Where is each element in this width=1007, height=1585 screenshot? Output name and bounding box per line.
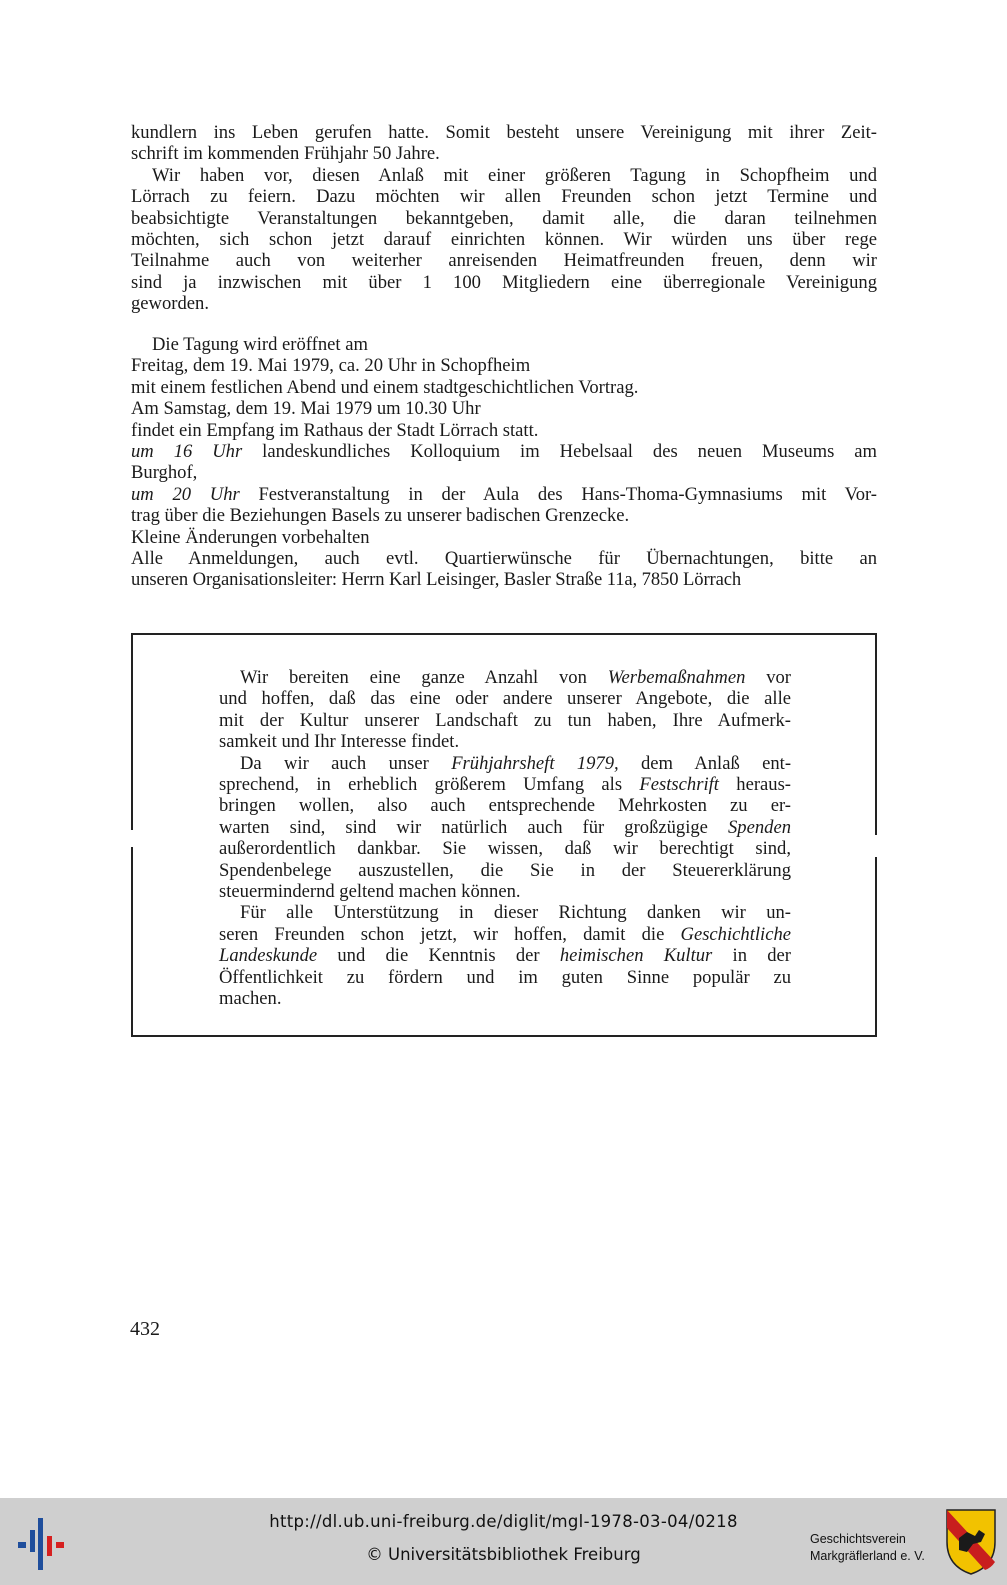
event-line: Burghof,: [131, 462, 198, 484]
box-text: [219, 667, 791, 1010]
event-line: findet ein Empfang im Rathaus der Stadt Lörrach statt.: [131, 419, 539, 441]
event-time: um 16 Uhr: [131, 441, 243, 463]
text-line: mit der Kultur unserer Landschaft zu tun haben, Ihre Aufmerk-: [219, 709, 791, 731]
event-intro: Die Tagung wird eröffnet am: [152, 334, 368, 355]
copyright-notice: © Universitätsbibliothek Freiburg: [366, 1545, 641, 1564]
text-segment: dem Anlaß ent-: [618, 752, 792, 774]
emphasis: Spenden: [728, 816, 791, 838]
event-description: landeskundliches Kolloquium im Hebelsaal des neuen Museums am: [242, 441, 878, 463]
text-line: geworden.: [131, 293, 209, 315]
text-segment: und die Kenntnis der: [317, 945, 560, 967]
paragraph-advertising: [219, 667, 791, 753]
text-line: kundlern ins Leben gerufen hatte. Somit besteht unsere Vereinigung mit ihrer Zeit-: [131, 122, 877, 143]
text-line: Spendenbelege auszustellen, die Sie in der Steuererklärung: [219, 859, 791, 881]
text-line: Für alle Unterstützung in dieser Richtung danken wir un-: [240, 902, 791, 924]
event-line: trag über die Beziehungen Basels zu unserer badischen Grenzecke.: [131, 505, 630, 527]
text-line: bringen wollen, also auch entsprechende Mehrkosten zu er-: [219, 795, 791, 817]
box-border-right: [875, 857, 877, 1037]
text-line: Lörrach zu feiern. Dazu möchten wir allen Freunden schon jetzt Termine und: [131, 186, 877, 208]
text-line: [219, 774, 791, 795]
text-segment: Wir bereiten eine ganze Anzahl von: [240, 667, 608, 688]
paragraph-celebration: [131, 165, 877, 315]
event-description: Festveranstaltung in der Aula des Hans-Thoma-Gymnasiums mit Vor-: [239, 483, 878, 505]
emphasis: Festschrift: [639, 774, 719, 796]
society-name: [810, 1531, 925, 1565]
society-line: Geschichtsverein: [810, 1532, 906, 1546]
emphasis: Landeskunde: [219, 945, 318, 967]
paragraph-donations: [219, 753, 791, 903]
text-line: [219, 924, 791, 945]
intro-text-block: [131, 122, 877, 315]
event-line: Am Samstag, dem 19. Mai 1979 um 10.30 Uhr: [131, 398, 481, 420]
event-line: Alle Anmeldungen, auch evtl. Quartierwünsche für Übernachtungen, bitte an: [131, 548, 877, 570]
coat-of-arms-icon: [945, 1508, 997, 1576]
emphasis: Frühjahrsheft 1979,: [451, 752, 619, 774]
society-line: Markgräflerland e. V.: [810, 1549, 925, 1563]
box-border-left: [131, 847, 133, 1037]
text-line: Wir haben vor, diesen Anlaß mit einer größeren Tagung in Schopfheim und: [152, 164, 877, 186]
text-segment: warten sind, sind wir natürlich auch für großzügige: [219, 816, 728, 838]
text-line: [219, 753, 791, 774]
text-line: [219, 667, 791, 688]
text-line: schrift im kommenden Frühjahr 50 Jahre.: [131, 143, 440, 165]
text-line: möchten, sich schon jetzt darauf einrichten können. Wir würden uns über rege: [131, 229, 877, 251]
text-line: außerordentlich dankbar. Sie wissen, daß wir berechtigt sind,: [219, 838, 791, 860]
text-line: [219, 945, 791, 966]
text-segment: seren Freunden schon jetzt, wir hoffen, damit die: [219, 923, 681, 945]
text-segment: Da wir auch unser: [240, 752, 452, 774]
text-segment: vor: [745, 667, 792, 688]
event-line: [131, 441, 877, 462]
event-line: Freitag, dem 19. Mai 1979, ca. 20 Uhr in Schopfheim: [131, 355, 531, 377]
text-line: beabsichtigte Veranstaltungen bekanntgeben, damit alle, die daran teilnehmen: [131, 207, 877, 229]
paragraph-anniversary: [131, 122, 877, 165]
text-line: und hoffen, daß das eine oder andere unserer Angebote, die alle: [219, 688, 791, 710]
text-segment: in der: [712, 945, 791, 967]
event-schedule: [131, 334, 877, 591]
event-line: unseren Organisationsleiter: Herrn Karl Leisinger, Basler Straße 11a, 7850 Lörrach: [131, 569, 742, 591]
text-segment: sprechend, in erheblich größerem Umfang als: [219, 774, 640, 796]
text-segment: heraus-: [718, 774, 791, 796]
donation-notice-box: [131, 633, 877, 1037]
text-line: steuermindernd geltend machen können.: [219, 881, 521, 903]
box-border-right: [875, 635, 877, 835]
emphasis: Werbemaßnahmen: [607, 667, 746, 688]
emphasis: Geschichtliche: [680, 923, 791, 945]
event-time: um 20 Uhr: [131, 483, 240, 505]
emphasis: heimischen Kultur: [559, 945, 713, 967]
event-line: Kleine Änderungen vorbehalten: [131, 526, 370, 548]
text-line: [219, 817, 791, 838]
event-line: [131, 484, 877, 505]
text-line: samkeit und Ihr Interesse findet.: [219, 731, 460, 753]
text-line: sind ja inzwischen mit über 1 100 Mitgliedern eine überregionale Vereinigung: [131, 271, 877, 293]
paragraph-thanks: [219, 902, 791, 1009]
page-number: 432: [130, 1318, 160, 1340]
box-border-left: [131, 635, 133, 830]
event-line: mit einem festlichen Abend und einem stadtgeschichtlichen Vortrag.: [131, 376, 639, 398]
permalink-url[interactable]: http://dl.ub.uni-freiburg.de/diglit/mgl-1978-03-04/0218: [269, 1512, 738, 1531]
text-line: Teilnahme auch von weiterher anreisenden Heimatfreunden freuen, denn wir: [131, 250, 877, 272]
text-line: machen.: [219, 988, 282, 1010]
library-footer: [0, 1498, 1007, 1585]
text-line: Öffentlichkeit zu fördern und im guten Sinne populär zu: [219, 966, 791, 988]
